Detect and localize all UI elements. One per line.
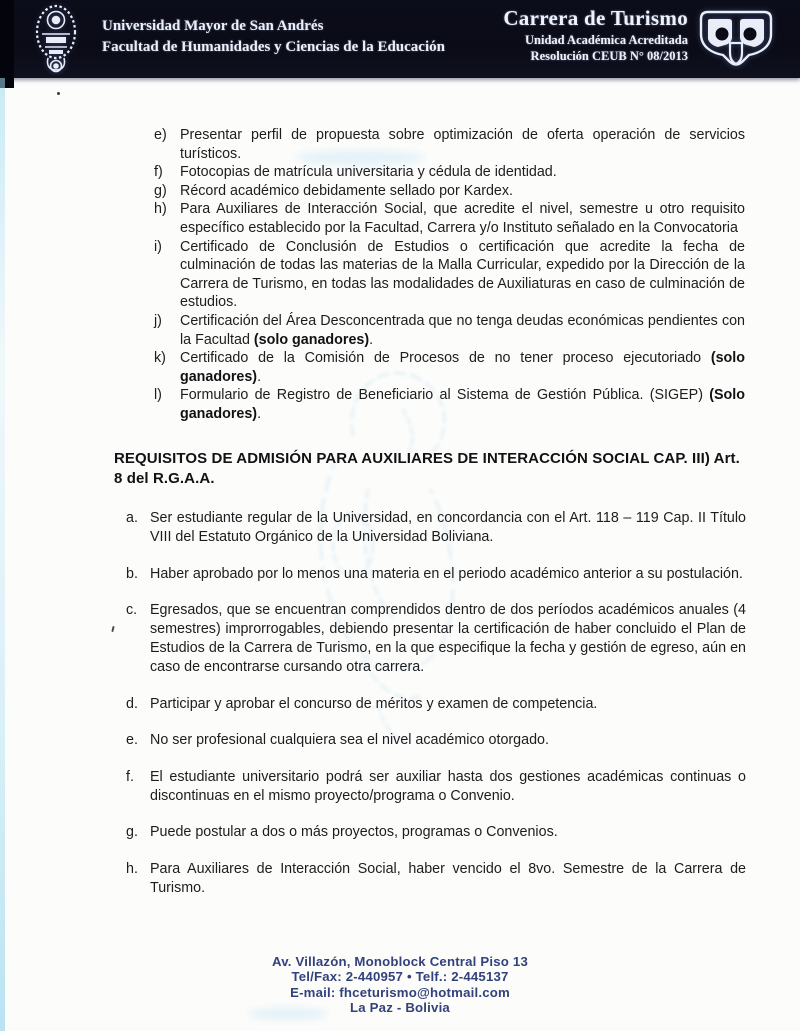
list-item-marker: h) <box>154 201 167 218</box>
footer-email: E-mail: fhceturismo@hotmail.com <box>290 984 510 1000</box>
list-item <box>126 695 746 714</box>
list-item <box>126 509 746 547</box>
header-banner <box>0 0 800 78</box>
list-item-marker: k) <box>154 350 166 367</box>
admission-requirements-list <box>126 509 746 915</box>
list-item-marker: i) <box>154 238 162 255</box>
list-item-marker: j) <box>154 312 162 329</box>
list-item-marker: a. <box>126 510 138 526</box>
list-item-marker: h. <box>126 860 138 877</box>
list-item <box>126 860 746 898</box>
umsa-emblem-icon <box>26 4 88 74</box>
footer-contact <box>0 954 800 1016</box>
faculty-name: Facultad de Humanidades y Ciencias de la Educación <box>102 39 445 55</box>
pen-mark <box>111 626 114 632</box>
list-item <box>154 238 745 312</box>
university-name: Universidad Mayor de San Andrés <box>102 18 324 34</box>
list-item-text: Ser estudiante regular de la Universidad, en concordancia con el Art. 118 – 119 Cap. II Título VIII del Estatuto Orgánico de la Universidad Boliviana. <box>150 510 746 545</box>
list-item-marker: l) <box>154 387 162 404</box>
list-item <box>126 565 746 584</box>
tourism-masks-icon <box>698 9 774 71</box>
accreditation-line: Unidad Académica Acreditada <box>525 33 688 47</box>
list-item-text: El estudiante universitario podrá ser auxiliar hasta dos gestiones académicas continuas o discontinuas en el mismo proyecto/programa o Convenio. <box>150 768 746 804</box>
career-title: Carrera de Turismo <box>503 6 688 30</box>
footer-address: Av. Villazón, Monoblock Central Piso 13 <box>272 954 528 969</box>
list-item-marker: g) <box>154 182 167 199</box>
list-item <box>126 768 746 806</box>
list-item-marker: e. <box>126 732 138 748</box>
scan-edge-strip <box>0 0 14 88</box>
list-item-text: Puede postular a dos o más proyectos, programas o Convenios. <box>150 824 558 840</box>
list-item-marker: d. <box>126 695 138 712</box>
scan-edge-tint <box>0 78 5 1031</box>
list-item-text: Récord académico debidamente sellado por Kardex. <box>180 182 513 199</box>
list-item <box>154 312 745 349</box>
list-item <box>126 823 746 842</box>
list-item-marker: c. <box>126 602 138 618</box>
list-item <box>154 182 745 201</box>
list-item-marker: f) <box>154 164 163 181</box>
pen-mark <box>57 92 60 95</box>
resolution-line: Resolución CEUB N° 08/2013 <box>530 49 688 63</box>
footer-city: La Paz - Bolivia <box>350 1000 450 1016</box>
footer-phones: Tel/Fax: 2-440957 • Telf.: 2-445137 <box>291 969 509 985</box>
section-heading <box>114 449 754 488</box>
list-item-text: Para Auxiliares de Interacción Social, que acredite el nivel, semestre u otro requisito específico establecido por la Facultad, Carrera y/o Instituto señalado en la Convocatoria <box>180 201 745 236</box>
list-item-text: Haber aprobado por lo menos una materia en el periodo académico anterior a su postulación. <box>150 565 743 582</box>
list-item <box>154 386 745 423</box>
list-item-text: Formulario de Registro de Beneficiario al Sistema de Gestión Pública. (SIGEP) (Solo ganadores). <box>180 387 745 422</box>
list-item-text: Fotocopias de matrícula universitaria y cédula de identidad. <box>180 164 557 181</box>
list-item-text: No ser profesional cualquiera sea el nivel académico otorgado. <box>150 732 549 748</box>
list-item-text: Certificado de la Comisión de Procesos de no tener proceso ejecutoriado (solo ganadores). <box>180 350 745 385</box>
list-item-text: Egresados, que se encuentran comprendidos dentro de dos períodos académicos anuales (4 semestres) improrrogables, debiendo presentar la certificación de haber concluido el Plan de Estudios de la Carrera de Turismo, en la que especifique la fecha y gestión de egreso, aún en caso de encontrarse cursando otra carrera. <box>150 602 746 675</box>
list-item <box>154 200 745 237</box>
list-item-text: Certificado de Conclusión de Estudios o certificación que acredite la fecha de culminación de todas las materias de la Malla Curricular, expedido por la Dirección de la Carrera de Turismo, en todas las modalidades de Auxiliaturas en caso de culminación de estudios. <box>180 238 745 311</box>
list-item-marker: g. <box>126 824 138 840</box>
list-item <box>154 163 745 182</box>
requirements-docs-list <box>154 126 745 424</box>
list-item <box>154 126 745 163</box>
list-item-marker: f. <box>126 768 134 785</box>
list-item <box>126 731 746 750</box>
list-item <box>126 601 746 677</box>
list-item-marker: e) <box>154 127 167 143</box>
list-item-text: Certificación del Área Desconcentrada que no tenga deudas económicas pendientes con la Facultad (solo ganadores). <box>180 312 745 348</box>
section-heading-line: REQUISITOS DE ADMISIÓN PARA AUXILIARES DE INTERACCIÓN SOCIAL CAP. III) Art. <box>114 450 740 467</box>
section-heading-line: 8 del R.G.A.A. <box>114 469 215 487</box>
list-item-marker: b. <box>126 565 138 582</box>
list-item-text: Presentar perfil de propuesta sobre optimización de oferta operación de servicios turísticos. <box>180 127 745 162</box>
list-item-text: Participar y aprobar el concurso de méritos y examen de competencia. <box>150 695 598 712</box>
list-item <box>154 349 745 386</box>
list-item-text: Para Auxiliares de Interacción Social, haber vencido el 8vo. Semestre de la Carrera de Turismo. <box>150 860 746 896</box>
